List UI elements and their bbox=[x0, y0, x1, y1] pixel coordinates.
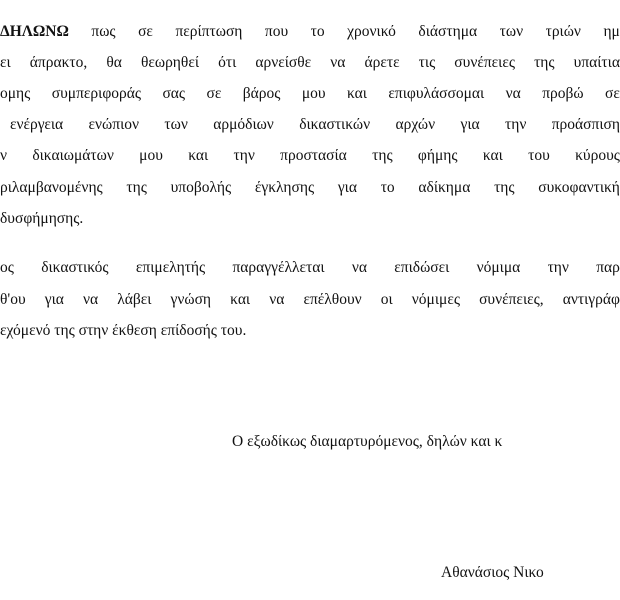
word: επέλθουν bbox=[303, 291, 362, 308]
paragraph2-line-1 bbox=[0, 258, 620, 278]
word: θ'ου bbox=[0, 291, 26, 308]
word: που bbox=[264, 23, 289, 40]
word: γνώση bbox=[170, 291, 212, 308]
word: περίπτωση bbox=[175, 23, 243, 40]
word: νόμιμες bbox=[411, 291, 460, 308]
word: συνέπειες, bbox=[479, 291, 544, 308]
word: άρετε bbox=[364, 54, 400, 71]
word: σε bbox=[206, 85, 222, 102]
word: επιδώσει bbox=[394, 259, 450, 276]
word: οι bbox=[380, 291, 393, 308]
paragraph1-line-2 bbox=[0, 53, 620, 73]
word: διάστημα bbox=[418, 23, 478, 40]
word: της bbox=[372, 147, 393, 164]
word: δικαιωμάτων bbox=[32, 147, 114, 164]
paragraph1-line-7: δυσφήμησης. bbox=[0, 210, 84, 227]
word: μου bbox=[139, 147, 163, 164]
word: θα bbox=[106, 54, 122, 71]
word: για bbox=[337, 179, 357, 196]
signature-name: Αθανάσιος Νικο bbox=[441, 564, 544, 581]
word: και bbox=[482, 147, 503, 164]
word: ενώπιον bbox=[88, 116, 140, 133]
word: τις bbox=[418, 54, 436, 71]
word: την bbox=[547, 259, 569, 276]
word: αρμόδιων bbox=[213, 116, 274, 133]
word: προστασία bbox=[280, 147, 347, 164]
word: θεωρηθεί bbox=[140, 54, 200, 71]
word: αρνείσθε bbox=[255, 54, 312, 71]
word: σε bbox=[138, 23, 153, 40]
word: δικαστικών bbox=[299, 116, 371, 133]
word: έγκλησης bbox=[254, 179, 315, 196]
paragraph1-line-1 bbox=[0, 22, 620, 42]
word: αδίκημα bbox=[418, 179, 471, 196]
word: του bbox=[528, 147, 550, 164]
word: ΔΗΛΩΝΩ bbox=[0, 23, 69, 40]
word: προβώ bbox=[542, 85, 584, 102]
word: επιμελητής bbox=[135, 259, 206, 276]
word: ενέργεια bbox=[10, 116, 64, 133]
word: ν bbox=[0, 147, 8, 164]
word: χρονικό bbox=[347, 23, 396, 40]
word: ος bbox=[0, 259, 14, 276]
word: ει bbox=[0, 54, 11, 71]
word: να bbox=[82, 291, 99, 308]
word: φήμης bbox=[417, 147, 458, 164]
word: το bbox=[310, 23, 325, 40]
word: συνέπειες bbox=[454, 54, 515, 71]
word: των bbox=[164, 116, 188, 133]
word: παρ bbox=[596, 259, 620, 276]
word: μου bbox=[301, 85, 326, 102]
word: την bbox=[233, 147, 255, 164]
word: των bbox=[499, 23, 524, 40]
word: της bbox=[494, 179, 515, 196]
word: ριλαμβανομένης bbox=[0, 179, 103, 196]
word: την bbox=[505, 116, 527, 133]
word: για bbox=[44, 291, 64, 308]
paragraph2-line-2 bbox=[0, 290, 620, 310]
word: νόμιμα bbox=[476, 259, 521, 276]
word: προάσπιση bbox=[551, 116, 620, 133]
word: σε bbox=[605, 85, 620, 102]
paragraph1-line-6 bbox=[0, 178, 620, 198]
paragraph1-line-4 bbox=[10, 115, 620, 135]
word: και bbox=[347, 85, 367, 102]
word: υπαίτια bbox=[573, 54, 620, 71]
word: να bbox=[269, 291, 285, 308]
word: σας bbox=[162, 85, 186, 102]
word: αντιγράφ bbox=[562, 291, 620, 308]
word: ότι bbox=[218, 54, 237, 71]
word: το bbox=[380, 179, 395, 196]
word: συμπεριφοράς bbox=[51, 85, 142, 102]
paragraph1-line-3 bbox=[0, 84, 620, 104]
paragraph1-line-5 bbox=[0, 146, 620, 166]
word: βάρος bbox=[242, 85, 281, 102]
word: να bbox=[330, 54, 346, 71]
word: παραγγέλλεται bbox=[232, 259, 325, 276]
word: υποβολής bbox=[170, 179, 232, 196]
word: της bbox=[126, 179, 147, 196]
word: λάβει bbox=[117, 291, 152, 308]
word: πως bbox=[91, 23, 116, 40]
word: αρχών bbox=[395, 116, 436, 133]
word: κύρους bbox=[575, 147, 620, 164]
word: και bbox=[188, 147, 209, 164]
word: της bbox=[534, 54, 555, 71]
word: ημ bbox=[603, 23, 620, 40]
word: για bbox=[460, 116, 480, 133]
word: ομης bbox=[0, 85, 31, 102]
word: άπρακτο, bbox=[29, 54, 88, 71]
word: να bbox=[351, 259, 367, 276]
word: να bbox=[505, 85, 521, 102]
word: και bbox=[230, 291, 251, 308]
closing-statement: Ο εξωδίκως διαμαρτυρόμενος, δηλών και κ bbox=[232, 433, 503, 450]
word: δικαστικός bbox=[41, 259, 109, 276]
word: επιφυλάσσομαι bbox=[388, 85, 485, 102]
paragraph2-line-3: εχόμενό της στην έκθεση επίδοσής του. bbox=[0, 322, 247, 339]
word: συκοφαντική bbox=[538, 179, 620, 196]
word: τριών bbox=[545, 23, 581, 40]
